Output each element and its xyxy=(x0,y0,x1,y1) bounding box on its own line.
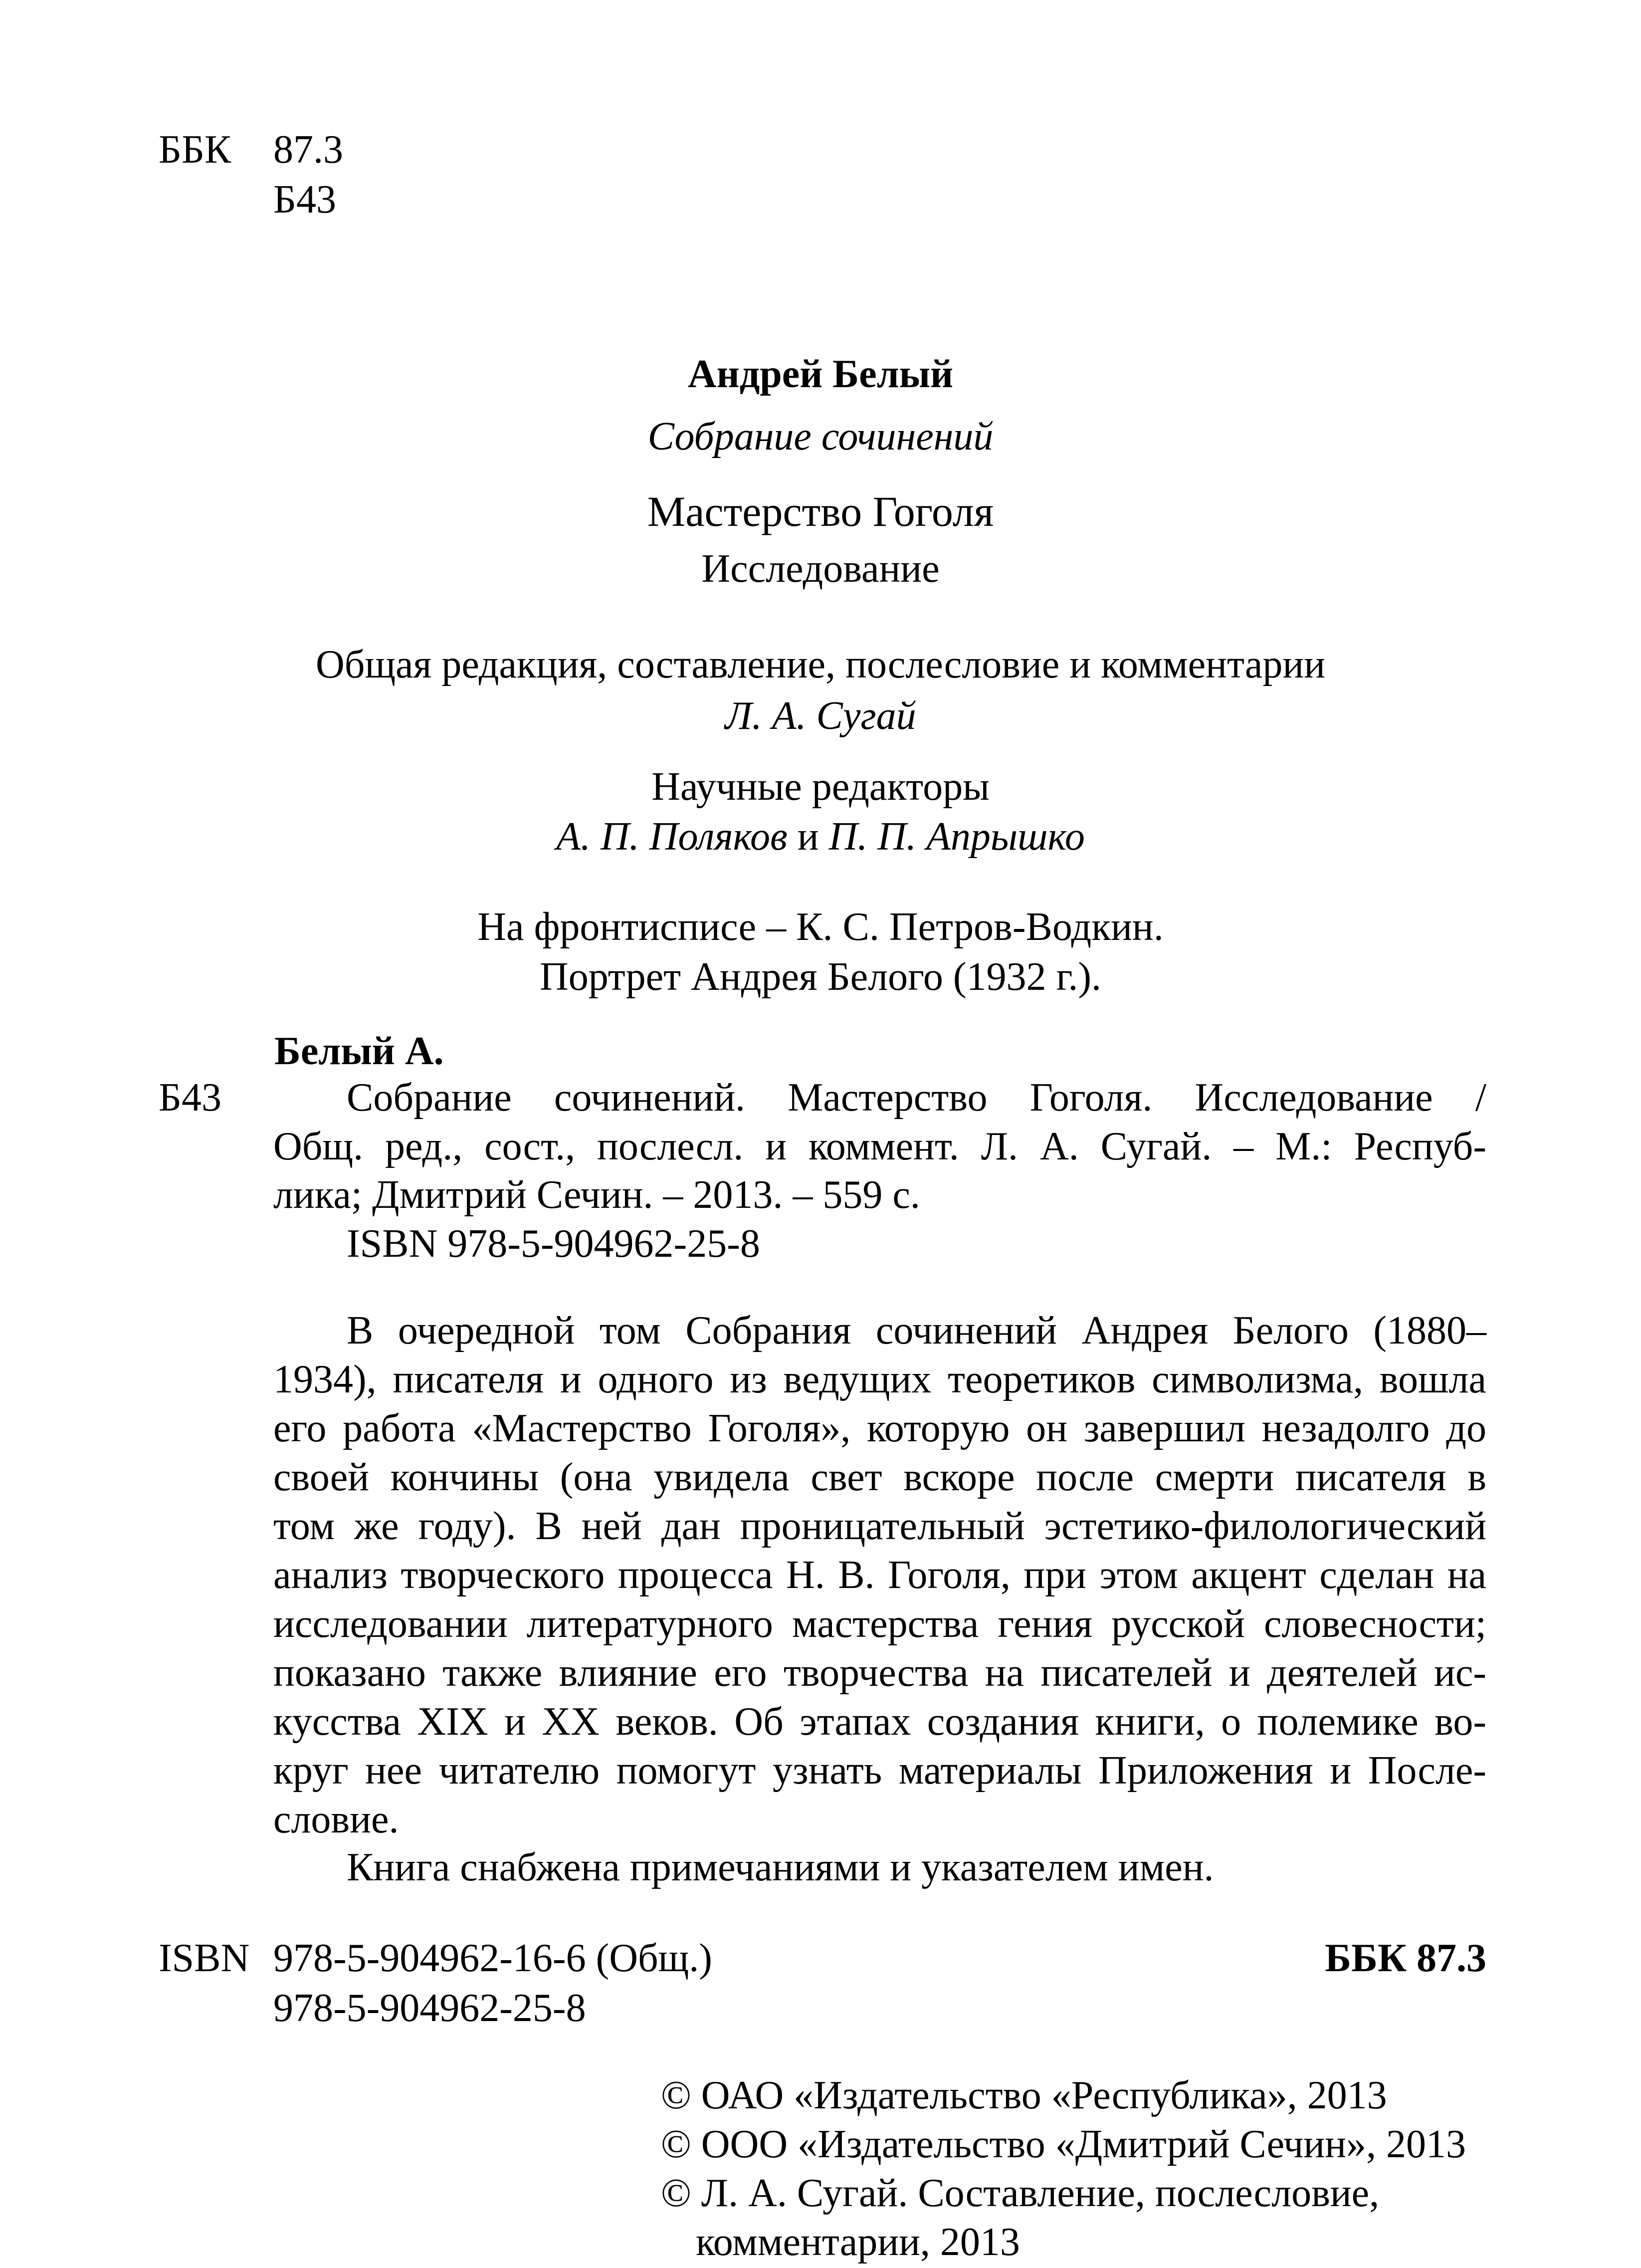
annotation-line: показано также влияние его творчества на писателей и деятелей ис- xyxy=(273,1651,1486,1695)
annotation-line: том же году). В ней дан проницательный эстетико-филологический xyxy=(273,1504,1486,1548)
series-title: Собрание сочинений xyxy=(647,415,994,458)
conjunction: и xyxy=(797,815,819,859)
bbk-bottom: ББК 87.3 xyxy=(1325,1936,1486,1980)
frontispiece-line-1: На фронтисписе – К. С. Петров-Водкин. xyxy=(477,905,1164,949)
annotation-line: В очередной том Собрания сочинений Андрея Белого (1880– xyxy=(347,1309,1486,1353)
sci-editors-label: Научные редакторы xyxy=(651,765,990,809)
annotation-note: Книга снабжена примечаниями и указателем имен. xyxy=(347,1845,1214,1889)
author-mark: Б43 xyxy=(273,178,336,222)
book-title: Мастерство Гоголя xyxy=(647,487,994,535)
copyright-line-1: © ОАО «Издательство «Республика», 2013 xyxy=(661,2073,1387,2117)
annotation-line: его работа «Мастерство Гоголя», которую он завершил незадолго до xyxy=(273,1406,1486,1450)
isbn-volume: 978-5-904962-25-8 xyxy=(273,1986,586,2030)
isbn-label: ISBN xyxy=(159,1936,250,1980)
copyright-line-3: © Л. А. Сугай. Составление, послесловие, xyxy=(661,2171,1380,2215)
annotation-line: круг нее читателю помогут узнать материалы Приложения и После- xyxy=(273,1749,1486,1793)
author-name: Андрей Белый xyxy=(687,352,954,396)
copyright-line-4: комментарии, 2013 xyxy=(696,2220,1020,2264)
bbk-code: ББК xyxy=(159,128,231,172)
frontispiece-line-2: Портрет Андрея Белого (1932 г.). xyxy=(540,955,1101,999)
copyright-line-2: © ООО «Издательство «Дмитрий Сечин», 2013 xyxy=(661,2122,1466,2166)
catalog-heading: Белый А. xyxy=(274,1029,444,1073)
annotation-last-line: словие. xyxy=(273,1798,399,1841)
annotation-line: 1934), писателя и одного из ведущих теоретиков символизма, вошла xyxy=(273,1358,1486,1401)
sci-editors-names xyxy=(0,817,1641,857)
catalog-line-1: Собрание сочинений. Мастерство Гоголя. Исследование / xyxy=(347,1076,1486,1120)
sci-editor-2: П. П. Апрышко xyxy=(828,815,1085,859)
book-subtitle: Исследование xyxy=(701,547,940,591)
bbk-number: 87.3 xyxy=(273,128,343,172)
catalog-mark: Б43 xyxy=(159,1076,221,1120)
annotation-line: кусства XIX и XX веков. Об этапах создания книги, о полемике во- xyxy=(273,1700,1486,1744)
annotation-line: анализ творческого процесса Н. В. Гоголя, при этом акцент сделан на xyxy=(273,1553,1486,1597)
isbn-general: 978-5-904962-16-6 (Общ.) xyxy=(273,1936,712,1980)
annotation-line: исследовании литературного мастерства гения русской словесности; xyxy=(273,1602,1486,1646)
sci-editor-1: А. П. Поляков xyxy=(556,815,788,859)
annotation-line: своей кончины (она увидела свет вскоре после смерти писателя в xyxy=(273,1455,1486,1499)
catalog-line-3: лика; Дмитрий Сечин. – 2013. – 559 с. xyxy=(273,1173,920,1217)
editor-name: Л. А. Сугай xyxy=(725,694,916,738)
catalog-line-2: Общ. ред., сост., послесл. и коммент. Л. А. Сугай. – М.: Респуб- xyxy=(273,1125,1486,1168)
catalog-isbn: ISBN 978-5-904962-25-8 xyxy=(347,1222,760,1266)
editorial-line: Общая редакция, составление, послесловие и комментарии xyxy=(315,643,1326,686)
